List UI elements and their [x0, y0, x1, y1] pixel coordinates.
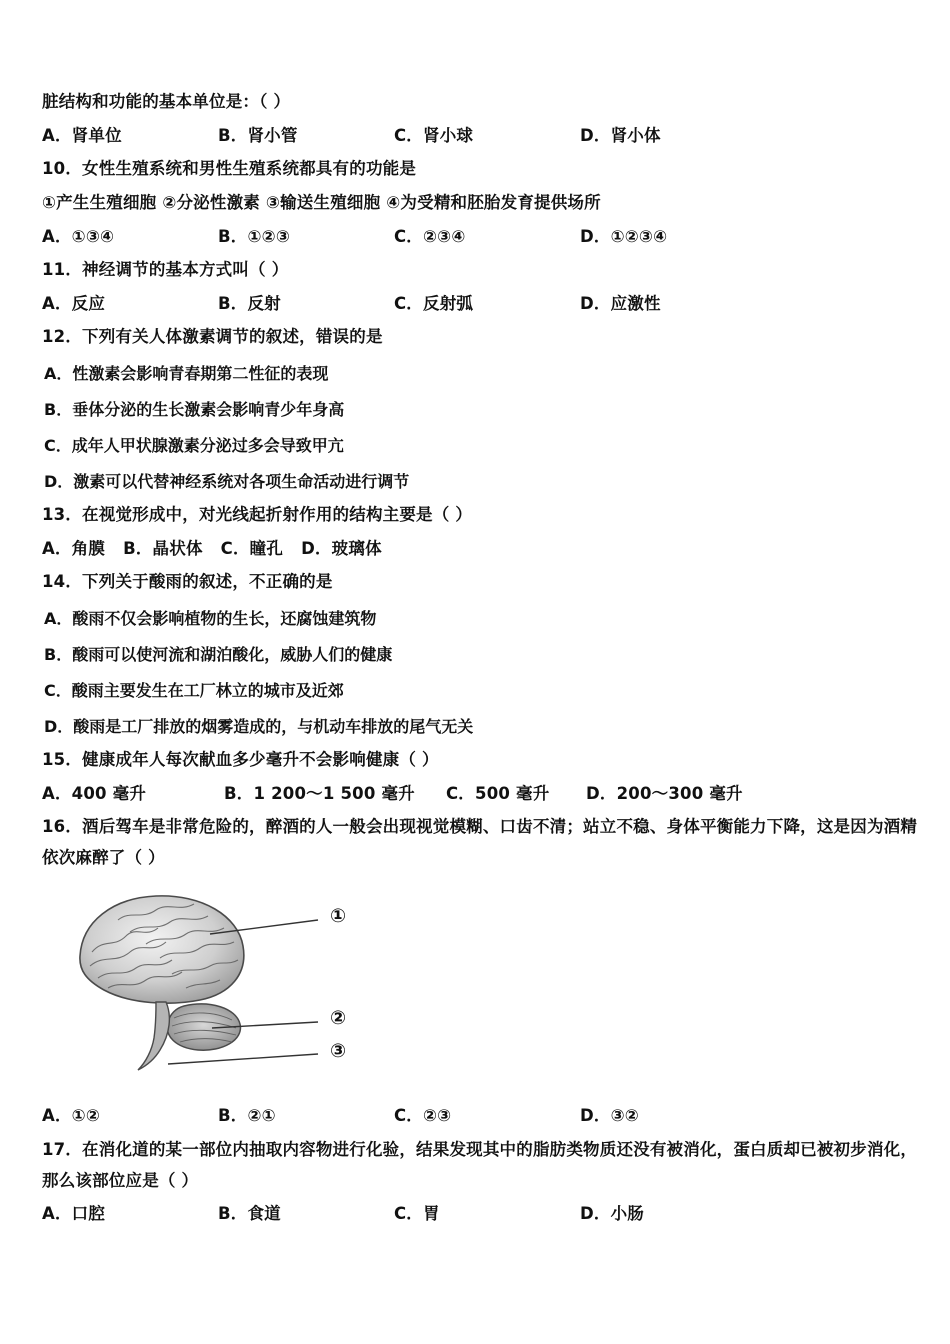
option-d[interactable]: D．200～300 毫升	[586, 783, 743, 803]
question-10-options	[42, 227, 914, 248]
option-a[interactable]: A．反应	[42, 293, 106, 313]
option-a[interactable]: A．口腔	[42, 1204, 106, 1224]
option-d[interactable]: D．③②	[580, 1106, 639, 1126]
option-c[interactable]: C．胃	[394, 1204, 440, 1224]
option-a[interactable]: A．角膜	[42, 538, 106, 558]
question-15-stem: 15．健康成年人每次献血多少毫升不会影响健康（ ）	[42, 749, 439, 769]
option-d[interactable]: D．肾小体	[580, 125, 661, 145]
option-d[interactable]: D．①②③④	[580, 226, 668, 246]
option-a[interactable]: A．性激素会影响青春期第二性征的表现	[44, 364, 329, 383]
option-a[interactable]: A．肾单位	[42, 125, 122, 145]
option-d[interactable]: D．激素可以代替神经系统对各项生命活动进行调节	[44, 472, 410, 491]
figure-label-2: ②	[330, 1007, 347, 1030]
option-a[interactable]: A．①③④	[42, 226, 115, 246]
option-c[interactable]: C．酸雨主要发生在工厂林立的城市及近郊	[44, 680, 344, 700]
option-d[interactable]: D．酸雨是工厂排放的烟雾造成的，与机动车排放的尾气无关	[44, 716, 474, 736]
option-c[interactable]: C．②③	[394, 1106, 452, 1126]
option-d[interactable]: D．应激性	[580, 293, 661, 313]
figure-label-3: ③	[330, 1040, 347, 1063]
question-11-stem: 11．神经调节的基本方式叫（ ）	[42, 260, 289, 280]
question-10-stem: 10．女性生殖系统和男性生殖系统都具有的功能是	[42, 159, 417, 179]
option-d[interactable]: D．玻璃体	[301, 538, 382, 558]
question-9-options	[42, 126, 914, 147]
question-13-options	[42, 539, 914, 560]
question-17-stem: 17．在消化道的某一部位内抽取内容物进行化验，结果发现其中的脂肪类物质还没有被消化，蛋白质却已被初步消化，	[42, 1140, 918, 1159]
option-c[interactable]: C．瞳孔	[220, 538, 284, 558]
option-b[interactable]: B．肾小管	[218, 125, 298, 145]
option-a[interactable]: A．酸雨不仅会影响植物的生长，还腐蚀建筑物	[44, 608, 377, 628]
leader-line-3	[168, 1054, 318, 1064]
question-16-stem: 16．酒后驾车是非常危险的，醉酒的人一般会出现视觉模糊、口齿不清；站立不稳、身体平衡能力下降，这是因为酒精	[42, 817, 918, 837]
option-b[interactable]: B．①②③	[218, 226, 290, 246]
option-a[interactable]: A．400 毫升	[42, 783, 147, 803]
question-16-options	[42, 1106, 914, 1127]
question-11-options	[42, 294, 914, 315]
option-b[interactable]: B．晶状体	[123, 538, 203, 558]
question-14-stem: 14．下列关于酸雨的叙述，不正确的是	[42, 572, 333, 592]
question-9-stem-tail: 脏结构和功能的基本单位是：（ ）	[42, 92, 291, 111]
option-b[interactable]: B．酸雨可以使河流和湖泊酸化，威胁人们的健康	[44, 644, 393, 664]
option-d[interactable]: D．小肠	[580, 1204, 644, 1224]
option-b[interactable]: B．食道	[218, 1204, 281, 1224]
question-17-options	[42, 1204, 914, 1225]
question-14-options	[42, 606, 914, 737]
question-12-stem: 12．下列有关人体激素调节的叙述，错误的是	[42, 327, 383, 347]
option-a[interactable]: A．①②	[42, 1106, 101, 1126]
question-17-stem-cont: 那么该部位应是（ ）	[42, 1170, 199, 1190]
figure-label-1: ①	[330, 905, 347, 928]
option-c[interactable]: C．成年人甲状腺激素分泌过多会导致甲亢	[44, 436, 344, 455]
question-16-stem-cont: 依次麻醉了（ ）	[42, 847, 165, 867]
option-b[interactable]: B．垂体分泌的生长激素会影响青少年身高	[44, 400, 345, 419]
option-c[interactable]: C．500 毫升	[446, 783, 550, 803]
option-c[interactable]: C．反射弧	[394, 293, 474, 313]
question-13-stem: 13．在视觉形成中，对光线起折射作用的结构主要是（ ）	[42, 505, 473, 524]
option-c[interactable]: C．②③④	[394, 226, 466, 246]
question-10-substem: ①产生生殖细胞 ②分泌性激素 ③输送生殖细胞 ④为受精和胚胎发育提供场所	[42, 192, 601, 212]
brain-figure	[42, 882, 914, 1092]
option-b[interactable]: B．1 200～1 500 毫升	[224, 783, 415, 803]
question-15-options	[42, 784, 914, 805]
option-b[interactable]: B．②①	[218, 1106, 276, 1126]
option-c[interactable]: C．肾小球	[394, 125, 474, 145]
question-12-options	[42, 361, 914, 492]
question-list	[42, 92, 918, 1238]
option-b[interactable]: B．反射	[218, 293, 281, 313]
